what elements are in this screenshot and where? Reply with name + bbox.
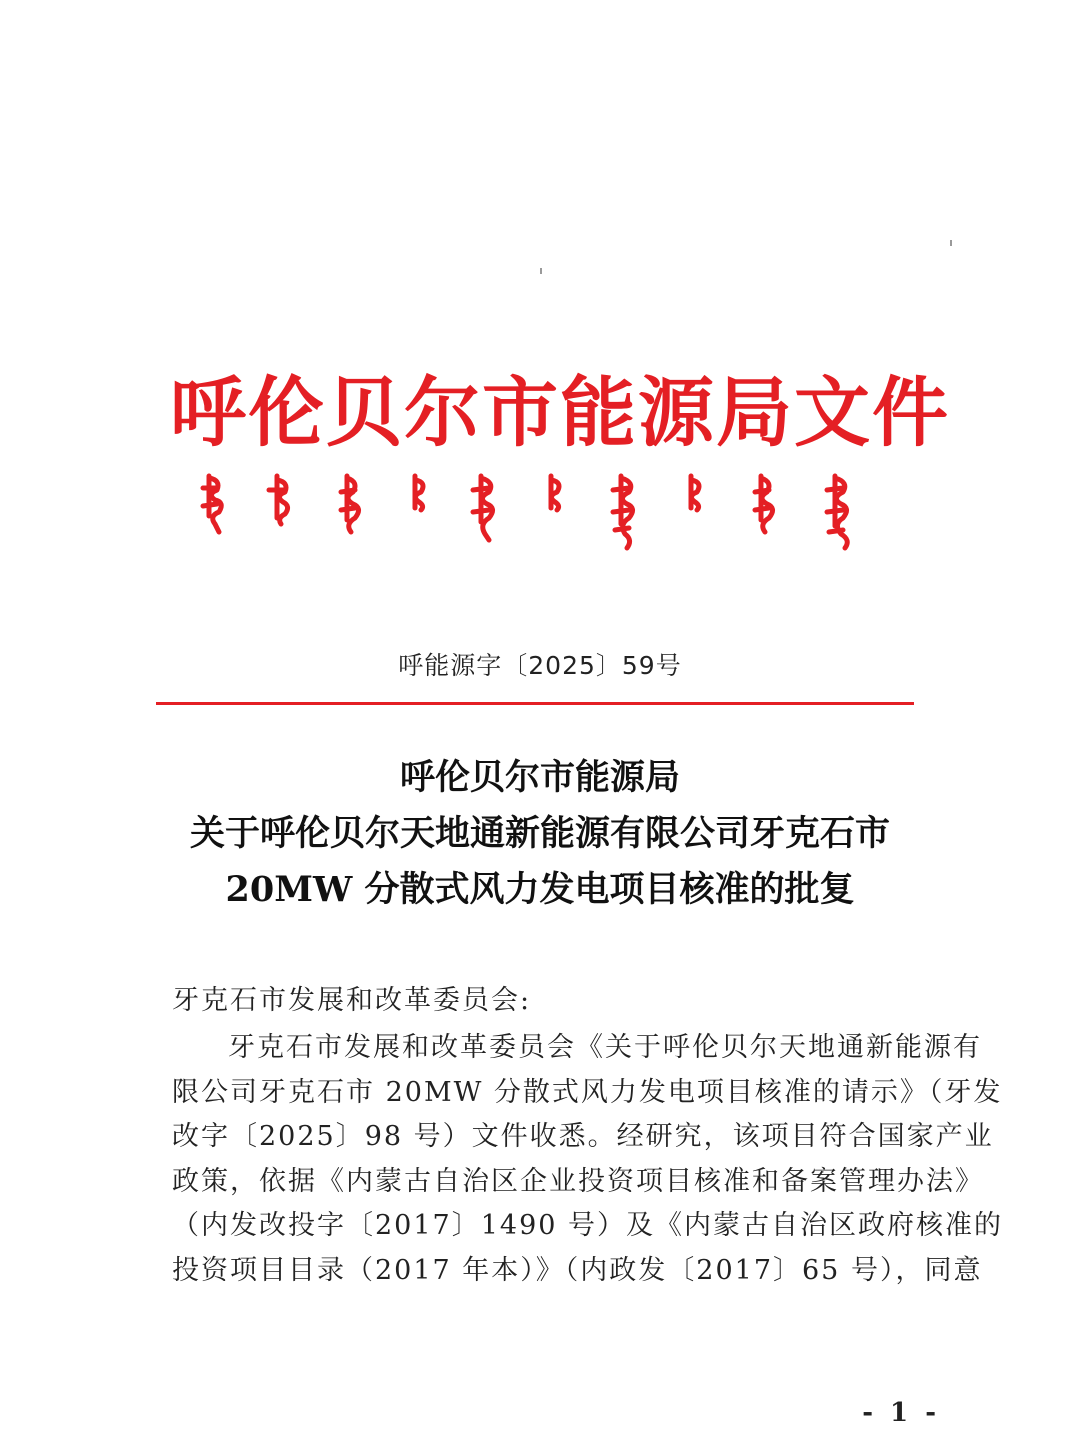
mongolian-script-line: [195, 468, 885, 553]
scan-speck: [540, 268, 542, 274]
page-number: - 1 -: [862, 1398, 940, 1428]
addressee: 牙克石市发展和改革委员会:: [172, 985, 532, 1016]
body-line: 政策，依据《内蒙古自治区企业投资项目核准和备案管理办法》: [172, 1165, 984, 1197]
body-line: 投资项目目录（2017 年本）》（内政发〔2017〕65 号），同意: [172, 1254, 983, 1286]
body-line: 改字〔2025〕98 号）文件收悉。经研究，该项目符合国家产业: [172, 1121, 994, 1152]
red-divider-line: [156, 702, 914, 705]
scan-speck: [950, 240, 952, 246]
masthead-title: 呼伦贝尔市能源局文件: [170, 368, 950, 457]
document-title: [0, 750, 1080, 918]
title-line: 20MW 分散式风力发电项目核准的批复: [225, 869, 855, 910]
body-line: 限公司牙克石市 20MW 分散式风力发电项目核准的请示》（牙发: [172, 1076, 1003, 1108]
document-number: 呼能源字〔2025〕59号: [398, 651, 682, 680]
body-line: 牙克石市发展和改革委员会《关于呼伦贝尔天地通新能源有: [228, 1032, 982, 1063]
body-line: （内发改投字〔2017〕1490 号）及《内蒙古自治区政府核准的: [172, 1210, 1004, 1241]
title-line: 呼伦贝尔市能源局: [399, 757, 680, 798]
title-line: 关于呼伦贝尔天地通新能源有限公司牙克石市: [189, 813, 890, 854]
body-text: [172, 1026, 1004, 1293]
